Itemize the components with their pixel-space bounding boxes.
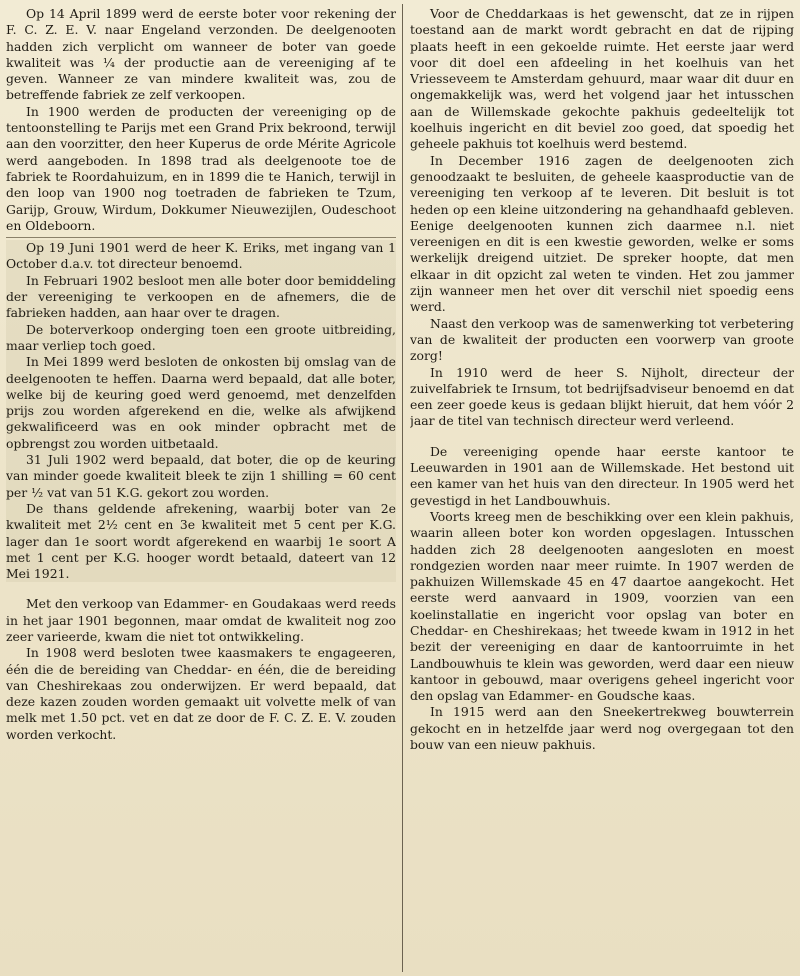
paragraph: De thans geldende afrekening, waarbij boter van 2e kwaliteit met 2½ cent en 3e kwaliteit met 5 cent per K.G. lager dan 1e soort wordt afgerekend en waarbij 1e soort A met 1 cent per K.G. hooger wordt betaald, dateert van 12 Mei 1921. [6, 500, 396, 582]
section-gap [6, 582, 396, 596]
section-gap [410, 430, 794, 444]
paragraph: Met den verkoop van Edammer- en Goudakaas werd reeds in het jaar 1901 begonnen, maar omdat de kwaliteit nog zoo zeer varieerde, kwam die niet tot ontwikkeling. [6, 596, 396, 644]
paragraph: De vereeniging opende haar eerste kantoor te Leeuwarden in 1901 aan de Willemskade. Het bestond uit een kamer van het huis van den directeur. In 1905 werd het gevestigd in het Landbouwhuis. [410, 443, 794, 508]
paragraph: In 1900 werden de producten der vereeniging op de tentoonstelling te Parijs met een Grand Prix bekroond, terwijl aan den voorzitter, den heer Kuperus de orde Mérite Agricole werd aangeboden. In 1898 trad als deelgenoote toe de fabriek te Roordahuizum, en in 1899 die te Hanich, terwijl in den loop van 1900 nog toetraden de fabrieken te Tzum, Garijp, Grouw, Wirdum, Dokkumer Nieuwezijlen, Oudeschoot en Oldeboorn. [6, 103, 396, 233]
paragraph: Op 19 Juni 1901 werd de heer K. Eriks, met ingang van 1 October d.a.v. tot directeur benoemd. [6, 240, 396, 272]
clipping-section [6, 240, 396, 582]
paragraph: In Februari 1902 besloot men alle boter door bemiddeling der vereeniging te verkoopen en de afnemers, die de fabrieken hadden, aan haar over te dragen. [6, 272, 396, 321]
paragraph: In 1908 werd besloten twee kaasmakers te engageeren, één die de bereiding van Cheddar- en één, die de bereiding van Cheshirekaas zou onderwijzen. Er werd bepaald, dat deze kazen zouden worden gemaakt uit volvette melk of van melk met 1.50 pct. vet en dat ze door de F. C. Z. E. V. zouden worden verkocht. [6, 645, 396, 742]
paragraph: Voor de Cheddarkaas is het gewenscht, dat ze in rijpen toestand aan de markt wordt gebracht en dat de rijping plaats heeft in een gekoelde ruimte. Het eerste jaar werd voor dit doel een afdeeling in het koelhuis van het Vriesseveem te Amsterdam gehuurd, maar waar dit duur en ongemakkelijk was, werd het volgend jaar het intusschen aan de Willemskade gekochte pakhuis gedeeltelijk tot koelhuis ingericht en dit beviel zoo goed, dat spoedig het geheele pakhuis tot koelhuis werd bestemd. [410, 6, 794, 152]
paragraph: Naast den verkoop was de samenwerking tot verbetering van de kwaliteit der producten een voorwerp van groote zorg! [410, 315, 794, 364]
left-column [6, 6, 396, 972]
paragraph: 31 Juli 1902 werd bepaald, dat boter, die op de keuring van minder goede kwaliteit bleek te zijn 1 shilling = 60 cent per ½ vat van 51 K.G. gekort zou worden. [6, 452, 396, 500]
paragraph: In December 1916 zagen de deelgenooten zich genoodzaakt te besluiten, de geheele kaasproductie van de vereeniging ten verkoop af te leveren. Dit besluit is tot heden op een kleine uitzondering na gehandhaafd gebleven. Eenige deelgenooten kunnen zich daarmee n.l. niet vereenigen en dit is een kwestie geworden, welke er soms werkelijk dreigend uitziet. De spreker hoopte, dat men elkaar in dit opzicht zal weten te vinden. Het zou jammer zijn wanneer men het over dit verschil niet spoedig eens werd. [410, 152, 794, 315]
paragraph: Op 14 April 1899 werd de eerste boter voor rekening der F. C. Z. E. V. naar Engeland verzonden. De deelgenooten hadden zich verplicht om wanneer de boter van goede kwaliteit was ¼ der productie aan de vereeniging af te geven. Wanneer ze van mindere kwaliteit was, zou de betreffende fabriek ze zelf verkoopen. [6, 6, 396, 103]
paragraph: De boterverkoop onderging toen een groote uitbreiding, maar verliep toch goed. [6, 321, 396, 353]
column-divider [402, 4, 403, 972]
clipping-edge [6, 237, 396, 238]
paragraph: In Mei 1899 werd besloten de onkosten bij omslag van de deelgenooten te heffen. Daarna werd bepaald, dat alle boter, welke bij de keuring goed werd genoemd, met denzelfden prijs zou worden afgerekend en die, welke als afwijkend gekwalificeerd was en ook minder opbracht met de opbrengst zou worden uitbetaald. [6, 354, 396, 451]
right-column [410, 6, 794, 972]
paragraph: In 1910 werd de heer S. Nijholt, directeur der zuivelfabriek te Irnsum, tot bedrijfsadviseur benoemd en dat een zeer goede keus is gedaan blijkt hieruit, dat hem vóór 2 jaar de titel van technisch directeur werd verleend. [410, 364, 794, 429]
paragraph: In 1915 werd aan den Sneekertrekweg bouwterrein gekocht en in hetzelfde jaar werd nog overgegaan tot den bouw van een nieuw pakhuis. [410, 704, 794, 753]
paragraph: Voorts kreeg men de beschikking over een klein pakhuis, waarin alleen boter kon worden opgeslagen. Intusschen hadden zich 28 deelgenooten aangesloten en moest rondgezien worden naar meer ruimte. In 1907 werden de pakhuizen Willemskade 45 en 47 daartoe aangekocht. Het eerste werd aanvaard in 1909, voorzien van een koelinstallatie en ingericht voor opslag van boter en Cheddar- en Cheshirekaas; het tweede kwam in 1912 in het bezit der vereeniging en daar de kantoorruimte in het Landbouwhuis te klein was geworden, werd daar een nieuw kantoor in gebouwd, maar overigens geheel ingericht voor den opslag van Edammer- en Goudsche kaas. [410, 508, 794, 704]
